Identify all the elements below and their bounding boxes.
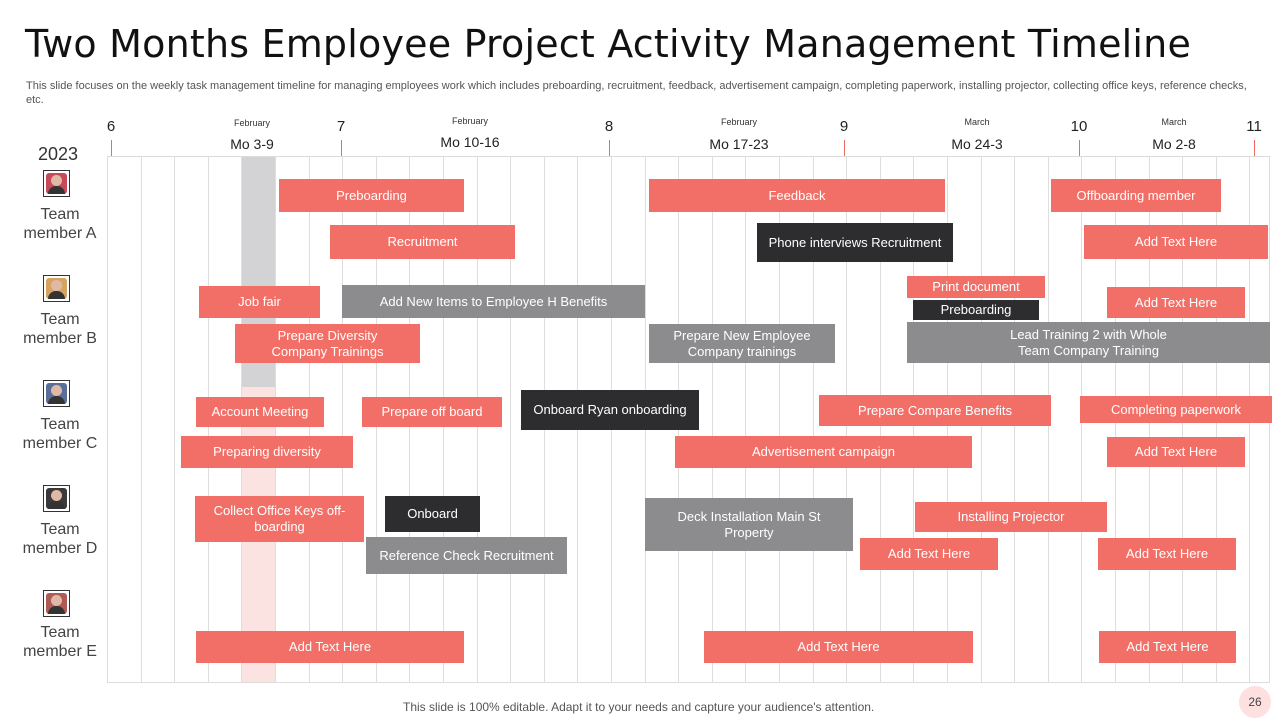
week-label: Mo 17-23 <box>709 136 769 152</box>
task-bar[interactable]: Onboard <box>385 496 480 532</box>
tick-label: 6 <box>106 118 116 135</box>
task-bar[interactable]: Add Text Here <box>1098 538 1236 570</box>
task-bar[interactable]: Add Text Here <box>1107 437 1245 467</box>
task-bar[interactable]: Advertisement campaign <box>675 436 972 468</box>
week-label: Mo 2-8 <box>1152 136 1196 152</box>
week-month: February <box>720 117 758 127</box>
task-bar[interactable]: Phone interviews Recruitment <box>757 223 953 262</box>
task-bar[interactable]: Onboard Ryan onboarding <box>521 390 699 430</box>
task-bar[interactable]: Prepare Diversity Company Trainings <box>235 324 420 363</box>
avatar-icon <box>43 485 70 512</box>
member-label-a: Team member A <box>23 206 97 242</box>
grid-line <box>141 156 142 683</box>
task-bar[interactable]: Preboarding <box>913 300 1039 320</box>
week-month: March <box>964 117 990 127</box>
week-label: Mo 24-3 <box>951 136 1003 152</box>
task-bar[interactable]: Print document <box>907 276 1045 298</box>
slide-title: Two Months Employee Project Activity Management Timeline <box>25 22 1192 66</box>
grid-line <box>712 156 713 683</box>
tick-label: 11 <box>1246 118 1262 135</box>
tick-mark <box>111 140 112 156</box>
avatar-icon <box>43 275 70 302</box>
member-label-e: Team member E <box>23 624 97 660</box>
avatar-icon <box>43 380 70 407</box>
task-bar[interactable]: Lead Training 2 with Whole Team Company Training <box>907 322 1270 363</box>
tick-label: 7 <box>336 118 346 135</box>
tick-mark <box>1254 140 1255 156</box>
task-bar[interactable]: Add Text Here <box>196 631 464 663</box>
task-bar[interactable]: Preparing diversity <box>181 436 353 468</box>
task-bar[interactable]: Add New Items to Employee H Benefits <box>342 285 645 318</box>
grid-line <box>174 156 175 683</box>
page-number: 26 <box>1239 686 1271 718</box>
task-bar[interactable]: Add Text Here <box>1099 631 1236 663</box>
task-bar[interactable]: Collect Office Keys off- boarding <box>195 496 364 542</box>
task-bar[interactable]: Add Text Here <box>1084 225 1268 259</box>
task-bar[interactable]: Prepare New Employee Company trainings <box>649 324 835 363</box>
tick-mark <box>341 140 342 156</box>
tick-label: 9 <box>839 118 849 135</box>
member-label-d: Team member D <box>22 521 98 557</box>
slide-subtitle: This slide focuses on the weekly task management timeline for managing employees work which includes preboarding, recruitment, feedback, advertisement campaign, completing paperwork, installing projector, collecting office keys, reference checks, etc. <box>26 80 1247 106</box>
year-label: 2023 <box>38 144 79 164</box>
tick-label: 10 <box>1070 118 1088 135</box>
tick-mark <box>1079 140 1080 156</box>
task-bar[interactable]: Prepare off board <box>362 397 502 427</box>
task-bar[interactable]: Add Text Here <box>704 631 973 663</box>
task-bar[interactable]: Account Meeting <box>196 397 324 427</box>
avatar-icon <box>43 590 70 617</box>
task-bar[interactable]: Deck Installation Main St Property <box>645 498 853 551</box>
task-bar[interactable]: Feedback <box>649 179 945 212</box>
tick-mark <box>844 140 845 156</box>
task-bar[interactable]: Reference Check Recruitment <box>366 537 567 574</box>
week-month: February <box>451 116 489 126</box>
footer-note: This slide is 100% editable. Adapt it to your needs and capture your audience's attention. <box>403 700 875 714</box>
task-bar[interactable]: Job fair <box>199 286 320 318</box>
task-bar[interactable]: Add Text Here <box>860 538 998 570</box>
member-label-c: Team member C <box>22 416 98 452</box>
week-month: March <box>1161 117 1187 127</box>
week-label: Mo 10-16 <box>440 134 500 150</box>
task-bar[interactable]: Add Text Here <box>1107 287 1245 318</box>
week-label: Mo 3-9 <box>230 136 274 152</box>
member-label-b: Team member B <box>23 311 97 347</box>
tick-label: 8 <box>604 118 614 135</box>
task-bar[interactable]: Recruitment <box>330 225 515 259</box>
grid-line <box>745 156 746 683</box>
tick-mark <box>609 140 610 156</box>
task-bar[interactable]: Installing Projector <box>915 502 1107 532</box>
task-bar[interactable]: Prepare Compare Benefits <box>819 395 1051 426</box>
task-bar[interactable]: Preboarding <box>279 179 464 212</box>
task-bar[interactable]: Offboarding member <box>1051 179 1221 212</box>
week-month: February <box>233 118 271 128</box>
avatar-icon <box>43 170 70 197</box>
task-bar[interactable]: Completing paperwork <box>1080 396 1272 423</box>
